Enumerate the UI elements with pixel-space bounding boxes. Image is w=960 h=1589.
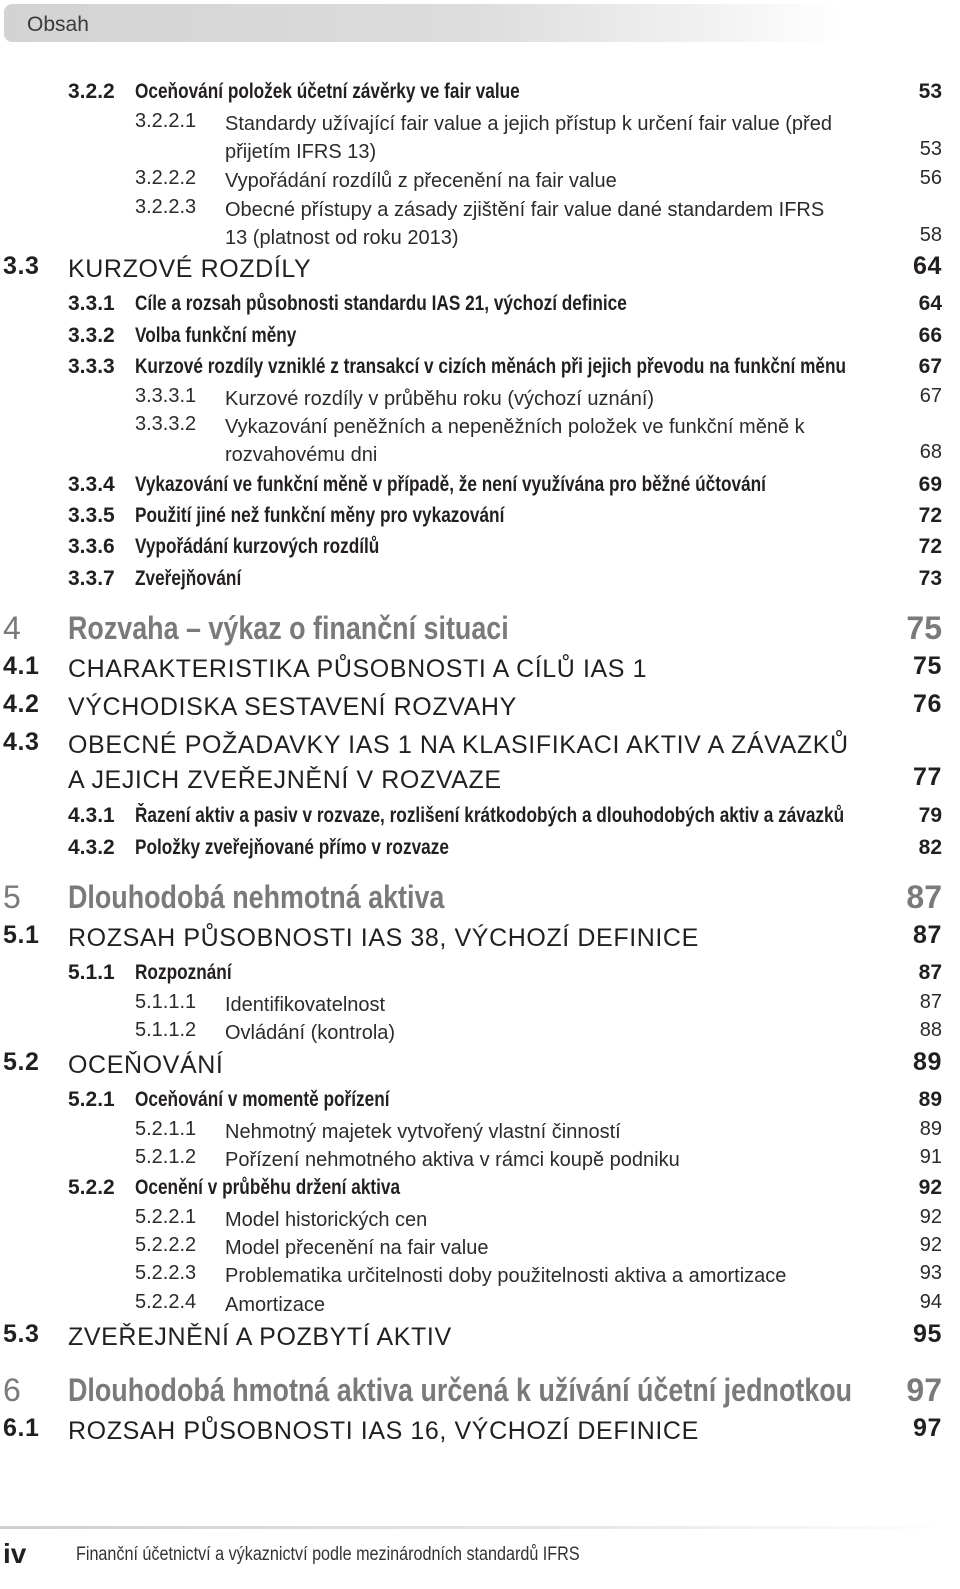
toc-entry-number: 3.3.1 bbox=[68, 292, 115, 315]
toc-entry-page: 67 bbox=[919, 385, 942, 407]
toc-entry-title: Volba funkční měny bbox=[135, 324, 297, 347]
toc-entry-number: 4.3 bbox=[3, 728, 40, 756]
toc-entry-title: Oceňování v momentě pořízení bbox=[135, 1088, 390, 1111]
toc-entry-title: Rozpoznání bbox=[135, 961, 232, 984]
toc-entry-page: 56 bbox=[919, 167, 942, 189]
toc-entry-title: Vypořádání rozdílů z přecenění na fair value bbox=[225, 170, 617, 192]
toc-entry-number: 5.2.2.1 bbox=[135, 1206, 197, 1228]
toc-entry-title: Pořízení nehmotného aktiva v rámci koupě podniku bbox=[225, 1149, 680, 1171]
toc-entry-number: 3.2.2.3 bbox=[135, 196, 197, 218]
toc-entry-page: 92 bbox=[919, 1206, 942, 1228]
toc-entry-number: 5.3 bbox=[3, 1320, 40, 1348]
toc-entry-page: 76 bbox=[912, 690, 942, 718]
toc-entry-title: Oceňování položek účetní závěrky ve fair value bbox=[135, 80, 520, 103]
toc-entry-page: 88 bbox=[919, 1019, 942, 1041]
toc-entry-page: 64 bbox=[912, 252, 942, 280]
toc-entry-title: Nehmotný majetek vytvořený vlastní činností bbox=[225, 1121, 621, 1143]
toc-entry-page: 97 bbox=[906, 1372, 942, 1408]
toc-entry-title: Amortizace bbox=[225, 1294, 326, 1316]
toc-entry-page: 97 bbox=[912, 1414, 942, 1442]
toc-entry-number: 5.2.1 bbox=[68, 1088, 115, 1111]
toc-entry-number: 4 bbox=[3, 610, 21, 646]
toc-entry-page: 87 bbox=[919, 991, 942, 1013]
toc-entry-title: Problematika určitelnosti doby použitelnosti aktiva a amortizace bbox=[225, 1265, 787, 1287]
toc-entry-page: 73 bbox=[918, 567, 942, 590]
footer-book-title: Finanční účetnictví a výkaznictví podle mezinárodních standardů IFRS bbox=[76, 1544, 580, 1565]
toc-entry-title: Použití jiné než funkční měny pro vykazování bbox=[135, 504, 505, 527]
toc-entry-number: 5.2.2.4 bbox=[135, 1291, 197, 1313]
toc-entry-number: 4.3.1 bbox=[68, 804, 115, 827]
toc-entry-page: 68 bbox=[919, 441, 942, 463]
toc-entry-title: ROZSAH PŮSOBNOSTI IAS 38, VÝCHOZÍ DEFINICE bbox=[68, 924, 699, 952]
toc-entry-title: Vypořádání kurzových rozdílů bbox=[135, 535, 380, 558]
toc-entry-number: 5.2.1.1 bbox=[135, 1118, 197, 1140]
toc-entry-number: 5 bbox=[3, 879, 21, 915]
toc-entry-number: 3.2.2 bbox=[68, 80, 115, 103]
toc-entry-number: 3.3 bbox=[3, 252, 40, 280]
toc-entry-title: Položky zveřejňované přímo v rozvaze bbox=[135, 836, 449, 859]
toc-entry-title: ROZSAH PŮSOBNOSTI IAS 16, VÝCHOZÍ DEFINICE bbox=[68, 1417, 699, 1445]
toc-entry-page: 64 bbox=[918, 292, 942, 315]
toc-entry-page: 89 bbox=[912, 1048, 942, 1076]
page-title: Obsah bbox=[27, 13, 89, 36]
toc-entry-page: 93 bbox=[919, 1262, 942, 1284]
toc-entry-title: Vykazování ve funkční měně v případě, že není využívána pro běžné účtování bbox=[135, 473, 766, 496]
toc-entry-title: Identifikovatelnost bbox=[225, 994, 386, 1016]
toc-entry-page: 79 bbox=[918, 804, 942, 827]
toc-entry-number: 3.2.2.1 bbox=[135, 110, 197, 132]
toc-entry-page: 66 bbox=[918, 324, 942, 347]
toc-entry-number: 4.3.2 bbox=[68, 836, 115, 859]
toc-entry-number: 5.1.1 bbox=[68, 961, 115, 984]
toc-entry-page: 72 bbox=[918, 535, 942, 558]
toc-entry-title: Model přecenění na fair value bbox=[225, 1237, 489, 1259]
toc-entry-page: 87 bbox=[918, 961, 942, 984]
toc-entry-page: 75 bbox=[912, 652, 942, 680]
toc-entry-page: 87 bbox=[906, 879, 942, 915]
toc-entry-page: 87 bbox=[912, 921, 942, 949]
toc-entry-number: 6 bbox=[3, 1372, 21, 1408]
toc-entry-number: 5.2 bbox=[3, 1048, 40, 1076]
toc-entry-number: 4.1 bbox=[3, 652, 40, 680]
toc-entry-page: 89 bbox=[919, 1118, 942, 1140]
toc-entry-title: Dlouhodobá nehmotná aktiva bbox=[68, 879, 445, 915]
toc-entry-title: Model historických cen bbox=[225, 1209, 428, 1231]
footer-page-number: iv bbox=[3, 1538, 27, 1569]
toc-entry-title: CHARAKTERISTIKA PŮSOBNOSTI A CÍLŮ IAS 1 bbox=[68, 655, 648, 683]
toc-entry-title: Zveřejňování bbox=[135, 567, 242, 590]
toc-entry-title: Standardy užívající fair value a jejich přístup k určení fair value (před přijetím IFRS 13) bbox=[225, 113, 832, 163]
toc-entry-page: 53 bbox=[918, 80, 942, 103]
toc-entry-page: 82 bbox=[918, 836, 942, 859]
toc-entry-number: 3.3.2 bbox=[68, 324, 115, 347]
toc-entry-title: OCEŇOVÁNÍ bbox=[68, 1051, 224, 1079]
footer-divider bbox=[0, 1526, 960, 1529]
toc-entry-number: 3.3.4 bbox=[68, 473, 115, 496]
toc-entry-page: 58 bbox=[919, 224, 942, 246]
toc-entry-number: 3.2.2.2 bbox=[135, 167, 197, 189]
toc-entry-title: Obecné přístupy a zásady zjištění fair value dané standardem IFRS 13 (platnost od roku 2013) bbox=[225, 199, 825, 249]
toc-entry-title: VÝCHODISKA SESTAVENÍ ROZVAHY bbox=[68, 693, 517, 721]
toc-entry-number: 5.2.2.3 bbox=[135, 1262, 197, 1284]
toc-entry-title: Kurzové rozdíly v průběhu roku (výchozí uznání) bbox=[225, 388, 655, 410]
toc-entry-number: 3.3.6 bbox=[68, 535, 115, 558]
toc-entry-title: ZVEŘEJNĚNÍ A POZBYTÍ AKTIV bbox=[68, 1323, 452, 1351]
toc-entry-title: Cíle a rozsah působnosti standardu IAS 21, výchozí definice bbox=[135, 292, 627, 315]
toc-entry-number: 5.1.1.2 bbox=[135, 1019, 197, 1041]
toc-entry-page: 77 bbox=[912, 763, 942, 791]
toc-entry-title: Ocenění v průběhu držení aktiva bbox=[135, 1176, 401, 1199]
toc-entry-number: 4.2 bbox=[3, 690, 40, 718]
toc-entry-page: 91 bbox=[919, 1146, 942, 1168]
toc-entry-number: 5.1.1.1 bbox=[135, 991, 197, 1013]
toc-entry-page: 69 bbox=[918, 473, 942, 496]
toc-entry-title: Vykazování peněžních a nepeněžních položek ve funkční měně k rozvahovému dni bbox=[225, 416, 805, 466]
toc-entry-title: Rozvaha – výkaz o finanční situaci bbox=[68, 610, 509, 646]
toc-entry-page: 75 bbox=[906, 610, 942, 646]
toc-entry-page: 67 bbox=[918, 355, 942, 378]
toc-entry-title: OBECNÉ POŽADAVKY IAS 1 NA KLASIFIKACI AKTIV A ZÁVAZKŮ A JEJICH ZVEŘEJNĚNÍ V ROZVAZE bbox=[68, 731, 849, 794]
toc-entry-title: Kurzové rozdíly vzniklé z transakcí v cizích měnách při jejich převodu na funkční měnu bbox=[135, 355, 847, 378]
toc-entry-number: 5.2.2.2 bbox=[135, 1234, 197, 1256]
toc-entry-page: 92 bbox=[919, 1234, 942, 1256]
toc-entry-page: 89 bbox=[918, 1088, 942, 1111]
toc-entry-number: 6.1 bbox=[3, 1414, 40, 1442]
toc-entry-number: 3.3.3.1 bbox=[135, 385, 197, 407]
toc-entry-number: 5.1 bbox=[3, 921, 40, 949]
toc-entry-page: 92 bbox=[918, 1176, 942, 1199]
toc-entry-number: 3.3.5 bbox=[68, 504, 115, 527]
toc-entry-number: 5.2.2 bbox=[68, 1176, 115, 1199]
toc-entry-page: 72 bbox=[918, 504, 942, 527]
toc-entry-number: 3.3.7 bbox=[68, 567, 115, 590]
toc-entry-number: 5.2.1.2 bbox=[135, 1146, 197, 1168]
toc-entry-number: 3.3.3 bbox=[68, 355, 115, 378]
toc-entry-number: 3.3.3.2 bbox=[135, 413, 197, 435]
toc-entry-page: 95 bbox=[912, 1320, 942, 1348]
toc-entry-page: 94 bbox=[919, 1291, 942, 1313]
toc-entry-page: 53 bbox=[919, 138, 942, 160]
toc-entry-title: KURZOVÉ ROZDÍLY bbox=[68, 255, 312, 283]
toc-entry-title: Řazení aktiv a pasiv v rozvaze, rozlišení krátkodobých a dlouhodobých aktiv a závazků bbox=[135, 804, 845, 827]
toc-header-bar bbox=[4, 4, 840, 42]
toc-entry-title: Ovládání (kontrola) bbox=[225, 1022, 396, 1044]
toc-entry-title: Dlouhodobá hmotná aktiva určená k užívání účetní jednotkou bbox=[68, 1372, 853, 1408]
